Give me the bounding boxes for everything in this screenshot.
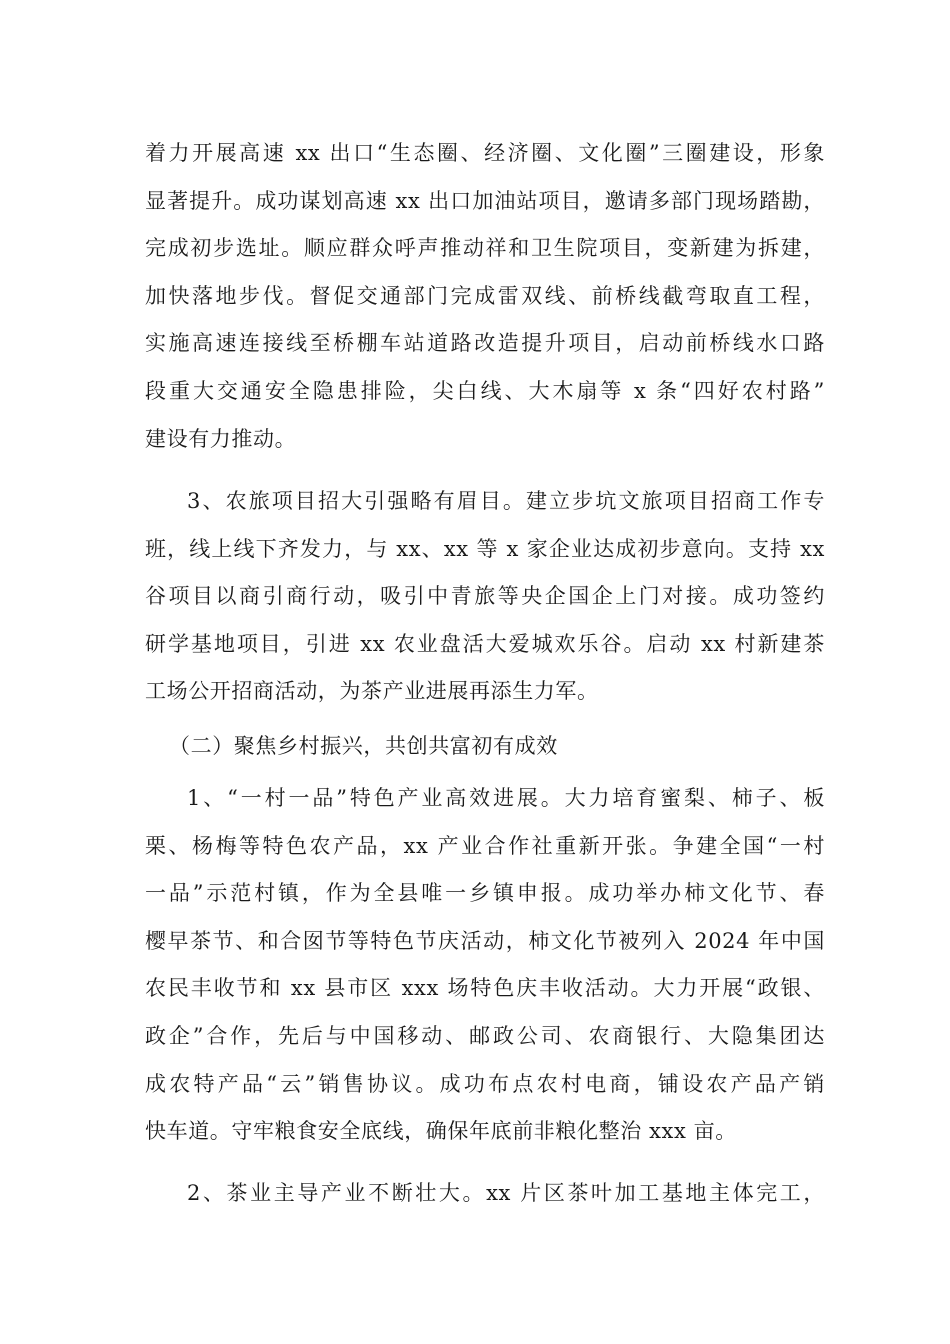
paragraph-line: 显著提升。成功谋划高速 xx 出口加油站项目，邀请多部门现场踏勘， — [145, 188, 825, 213]
paragraph-line: 研学基地项目，引进 xx 农业盘活大爱城欢乐谷。启动 xx 村新建茶 — [145, 631, 825, 656]
paragraph-line: 2、茶业主导产业不断壮大。xx 片区茶叶加工基地主体完工， — [187, 1181, 825, 1205]
paragraph-line: 实施高速连接线至桥棚车站道路改造提升项目，启动前桥线水口路 — [145, 331, 825, 356]
paragraph-line: 工场公开招商活动，为茶产业进展再添生力军。 — [145, 679, 599, 704]
paragraph-line: 3、农旅项目招大引强略有眉目。建立步坑文旅项目招商工作专 — [187, 489, 825, 513]
paragraph-line: 栗、杨梅等特色农产品，xx 产业合作社重新开张。争建全国“一村 — [145, 833, 825, 858]
paragraph-4 — [145, 1170, 825, 1218]
paragraph-line: 完成初步选址。顺应群众呼声推动祥和卫生院项目，变新建为拆建， — [145, 236, 825, 261]
paragraph-line: 快车道。守牢粮食安全底线，确保年底前非粮化整治 xxx 亩。 — [145, 1119, 737, 1144]
paragraph-1 — [145, 130, 825, 463]
paragraph-line: 一品”示范村镇，作为全县唯一乡镇申报。成功举办柿文化节、春 — [145, 881, 825, 906]
paragraph-line: 谷项目以商引商行动，吸引中青旅等央企国企上门对接。成功签约 — [145, 584, 825, 609]
paragraph-line: 农民丰收节和 xx 县市区 xxx 场特色庆丰收活动。大力开展“政银、 — [145, 976, 825, 1001]
paragraph-line: 樱早茶节、和合囡节等特色节庆活动，柿文化节被列入 2024 年中国 — [145, 928, 825, 953]
paragraph-line: 着力开展高速 xx 出口“生态圈、经济圈、文化圈”三圈建设，形象 — [145, 141, 825, 165]
paragraph-line: 政企”合作，先后与中国移动、邮政公司、农商银行、大隐集团达 — [145, 1023, 825, 1048]
heading-line: （二）聚焦乡村振兴，共创共富初有成效 — [169, 734, 558, 758]
paragraph-2 — [145, 478, 825, 716]
paragraph-line: 成农特产品“云”销售协议。成功布点农村电商，铺设农产品产销 — [145, 1071, 825, 1096]
paragraph-line: 加快落地步伐。督促交通部门完成雷双线、前桥线截弯取直工程， — [145, 283, 825, 308]
paragraph-line: 段重大交通安全隐患排险，尖白线、大木扇等 x 条“四好农村路” — [145, 378, 825, 403]
paragraph-line: 建设有力推动。 — [145, 426, 297, 451]
paragraph-3 — [145, 775, 825, 1156]
paragraph-line: 班，线上线下齐发力，与 xx、xx 等 x 家企业达成初步意向。支持 xx — [145, 536, 825, 561]
paragraph-line: 1、“一村一品”特色产业高效进展。大力培育蜜梨、柿子、板 — [187, 786, 825, 810]
section-heading — [145, 723, 825, 771]
